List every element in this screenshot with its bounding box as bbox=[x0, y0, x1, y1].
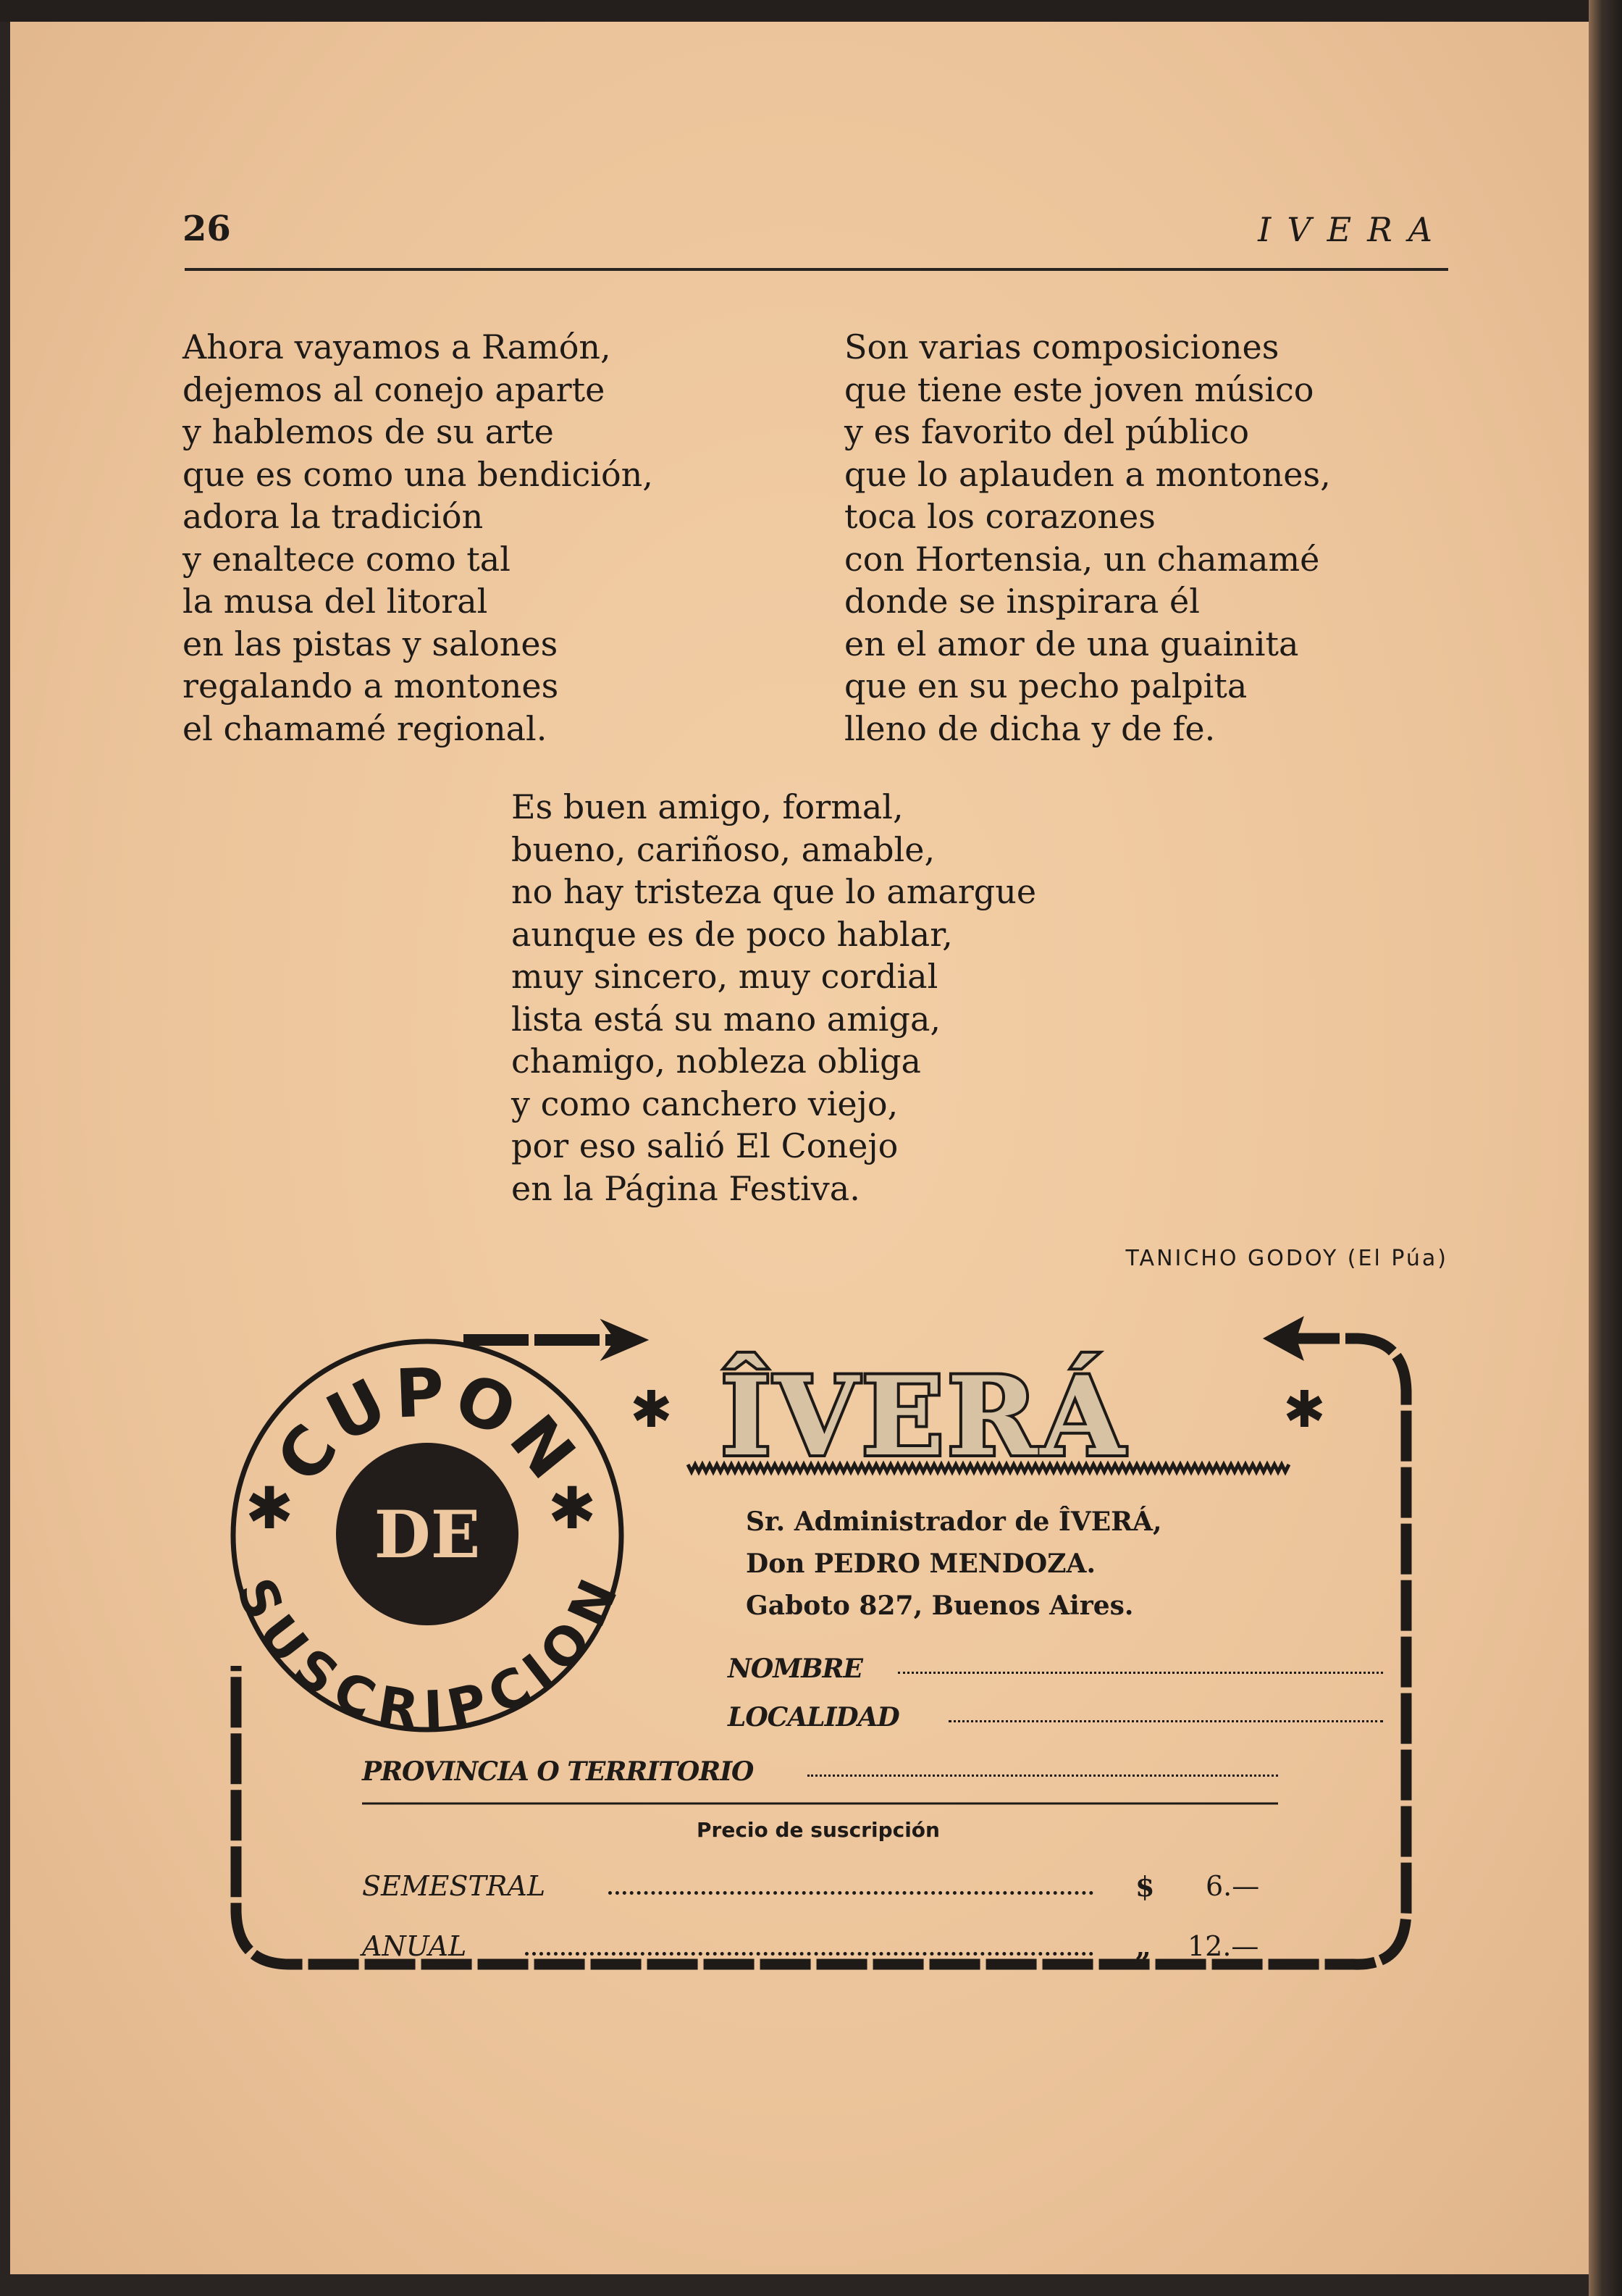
price-label-anual: ANUAL bbox=[362, 1930, 467, 1962]
verse-line: regalando a montones bbox=[182, 666, 559, 705]
seal-bottom-text: SUSCRIPCION bbox=[224, 1569, 630, 1741]
seal-top-text: CUPON bbox=[261, 1353, 593, 1497]
verse-line: bueno, cariñoso, amable, bbox=[511, 829, 936, 869]
author-signature: TANICHO GODOY (El Púa) bbox=[1125, 1246, 1448, 1271]
verse-line: donde se inspirara él bbox=[844, 582, 1200, 621]
verse-line: que tiene este joven músico bbox=[844, 369, 1314, 409]
verse-line: y hablemos de su arte bbox=[182, 412, 554, 451]
page-number: 26 bbox=[182, 209, 231, 249]
verse-line: lleno de dicha y de fe. bbox=[844, 708, 1216, 748]
coupon-title: ÎVERÁ bbox=[720, 1353, 1127, 1480]
nombre-label: NOMBRE bbox=[728, 1654, 862, 1684]
provincia-field[interactable] bbox=[807, 1772, 1278, 1777]
provincia-label: PROVINCIA O TERRITORIO bbox=[362, 1756, 754, 1787]
seal-center-text: DE bbox=[374, 1496, 481, 1573]
verse-line: que en su pecho palpita bbox=[844, 666, 1248, 705]
verse-line: que es como una bendición, bbox=[182, 454, 653, 494]
seal bbox=[224, 1341, 630, 1741]
price-label-semestral: SEMESTRAL bbox=[362, 1870, 546, 1902]
verse-line: lista está su mano amiga, bbox=[511, 999, 941, 1039]
localidad-field[interactable] bbox=[949, 1718, 1383, 1722]
address-line: Sr. Administrador de ÎVERÁ, bbox=[746, 1507, 1162, 1537]
nombre-field[interactable] bbox=[898, 1669, 1383, 1674]
verse-line: con Hortensia, un chamamé bbox=[844, 539, 1320, 579]
price-amount-anual: 12.— bbox=[1188, 1930, 1259, 1962]
verse-line: en la Página Festiva. bbox=[511, 1168, 860, 1208]
verse-line: por eso salió El Conejo bbox=[511, 1126, 899, 1165]
verse-line: Ahora vayamos a Ramón, bbox=[182, 327, 611, 366]
verse-line: y como canchero viejo, bbox=[511, 1084, 899, 1123]
localidad-label: LOCALIDAD bbox=[728, 1702, 899, 1733]
asterisk-icon: ✱ bbox=[1283, 1380, 1326, 1439]
running-title: IVERA bbox=[1258, 210, 1448, 249]
verse-line: chamigo, nobleza obliga bbox=[511, 1042, 921, 1081]
price-amount-semestral: 6.— bbox=[1206, 1870, 1260, 1902]
asterisk-icon: ✱ bbox=[245, 1475, 294, 1542]
verse-line: aunque es de poco hablar, bbox=[511, 914, 953, 954]
verse-line: muy sincero, muy cordial bbox=[511, 957, 938, 996]
price-symbol: $ bbox=[1135, 1870, 1155, 1903]
verse-line: Es buen amigo, formal, bbox=[511, 787, 904, 826]
verse-line: toca los corazones bbox=[844, 497, 1156, 536]
verse-line: que lo aplauden a montones, bbox=[844, 454, 1331, 494]
leader-dots bbox=[608, 1889, 1093, 1895]
verse-line: la musa del litoral bbox=[182, 582, 488, 621]
verse-line: y enaltece como tal bbox=[182, 539, 510, 579]
address-line: Don PEDRO MENDOZA. bbox=[746, 1549, 1096, 1579]
price-symbol: „ bbox=[1135, 1930, 1151, 1963]
verse-line: y es favorito del público bbox=[844, 412, 1250, 451]
verse-line: en las pistas y salones bbox=[182, 624, 558, 663]
verse-line: adora la tradición bbox=[182, 497, 484, 536]
address-line: Gaboto 827, Buenos Aires. bbox=[746, 1591, 1134, 1621]
verse-line: el chamamé regional. bbox=[182, 708, 547, 748]
asterisk-icon: ✱ bbox=[630, 1380, 673, 1439]
verse-line: dejemos al conejo aparte bbox=[182, 369, 605, 409]
price-heading: Precio de suscripción bbox=[697, 1818, 940, 1842]
leader-dots bbox=[525, 1950, 1093, 1956]
asterisk-icon: ✱ bbox=[547, 1475, 597, 1542]
verse-line: no hay tristeza que lo amargue bbox=[511, 872, 1037, 911]
verse-line: Son varias composiciones bbox=[844, 327, 1279, 366]
verse-line: en el amor de una guainita bbox=[844, 624, 1299, 663]
